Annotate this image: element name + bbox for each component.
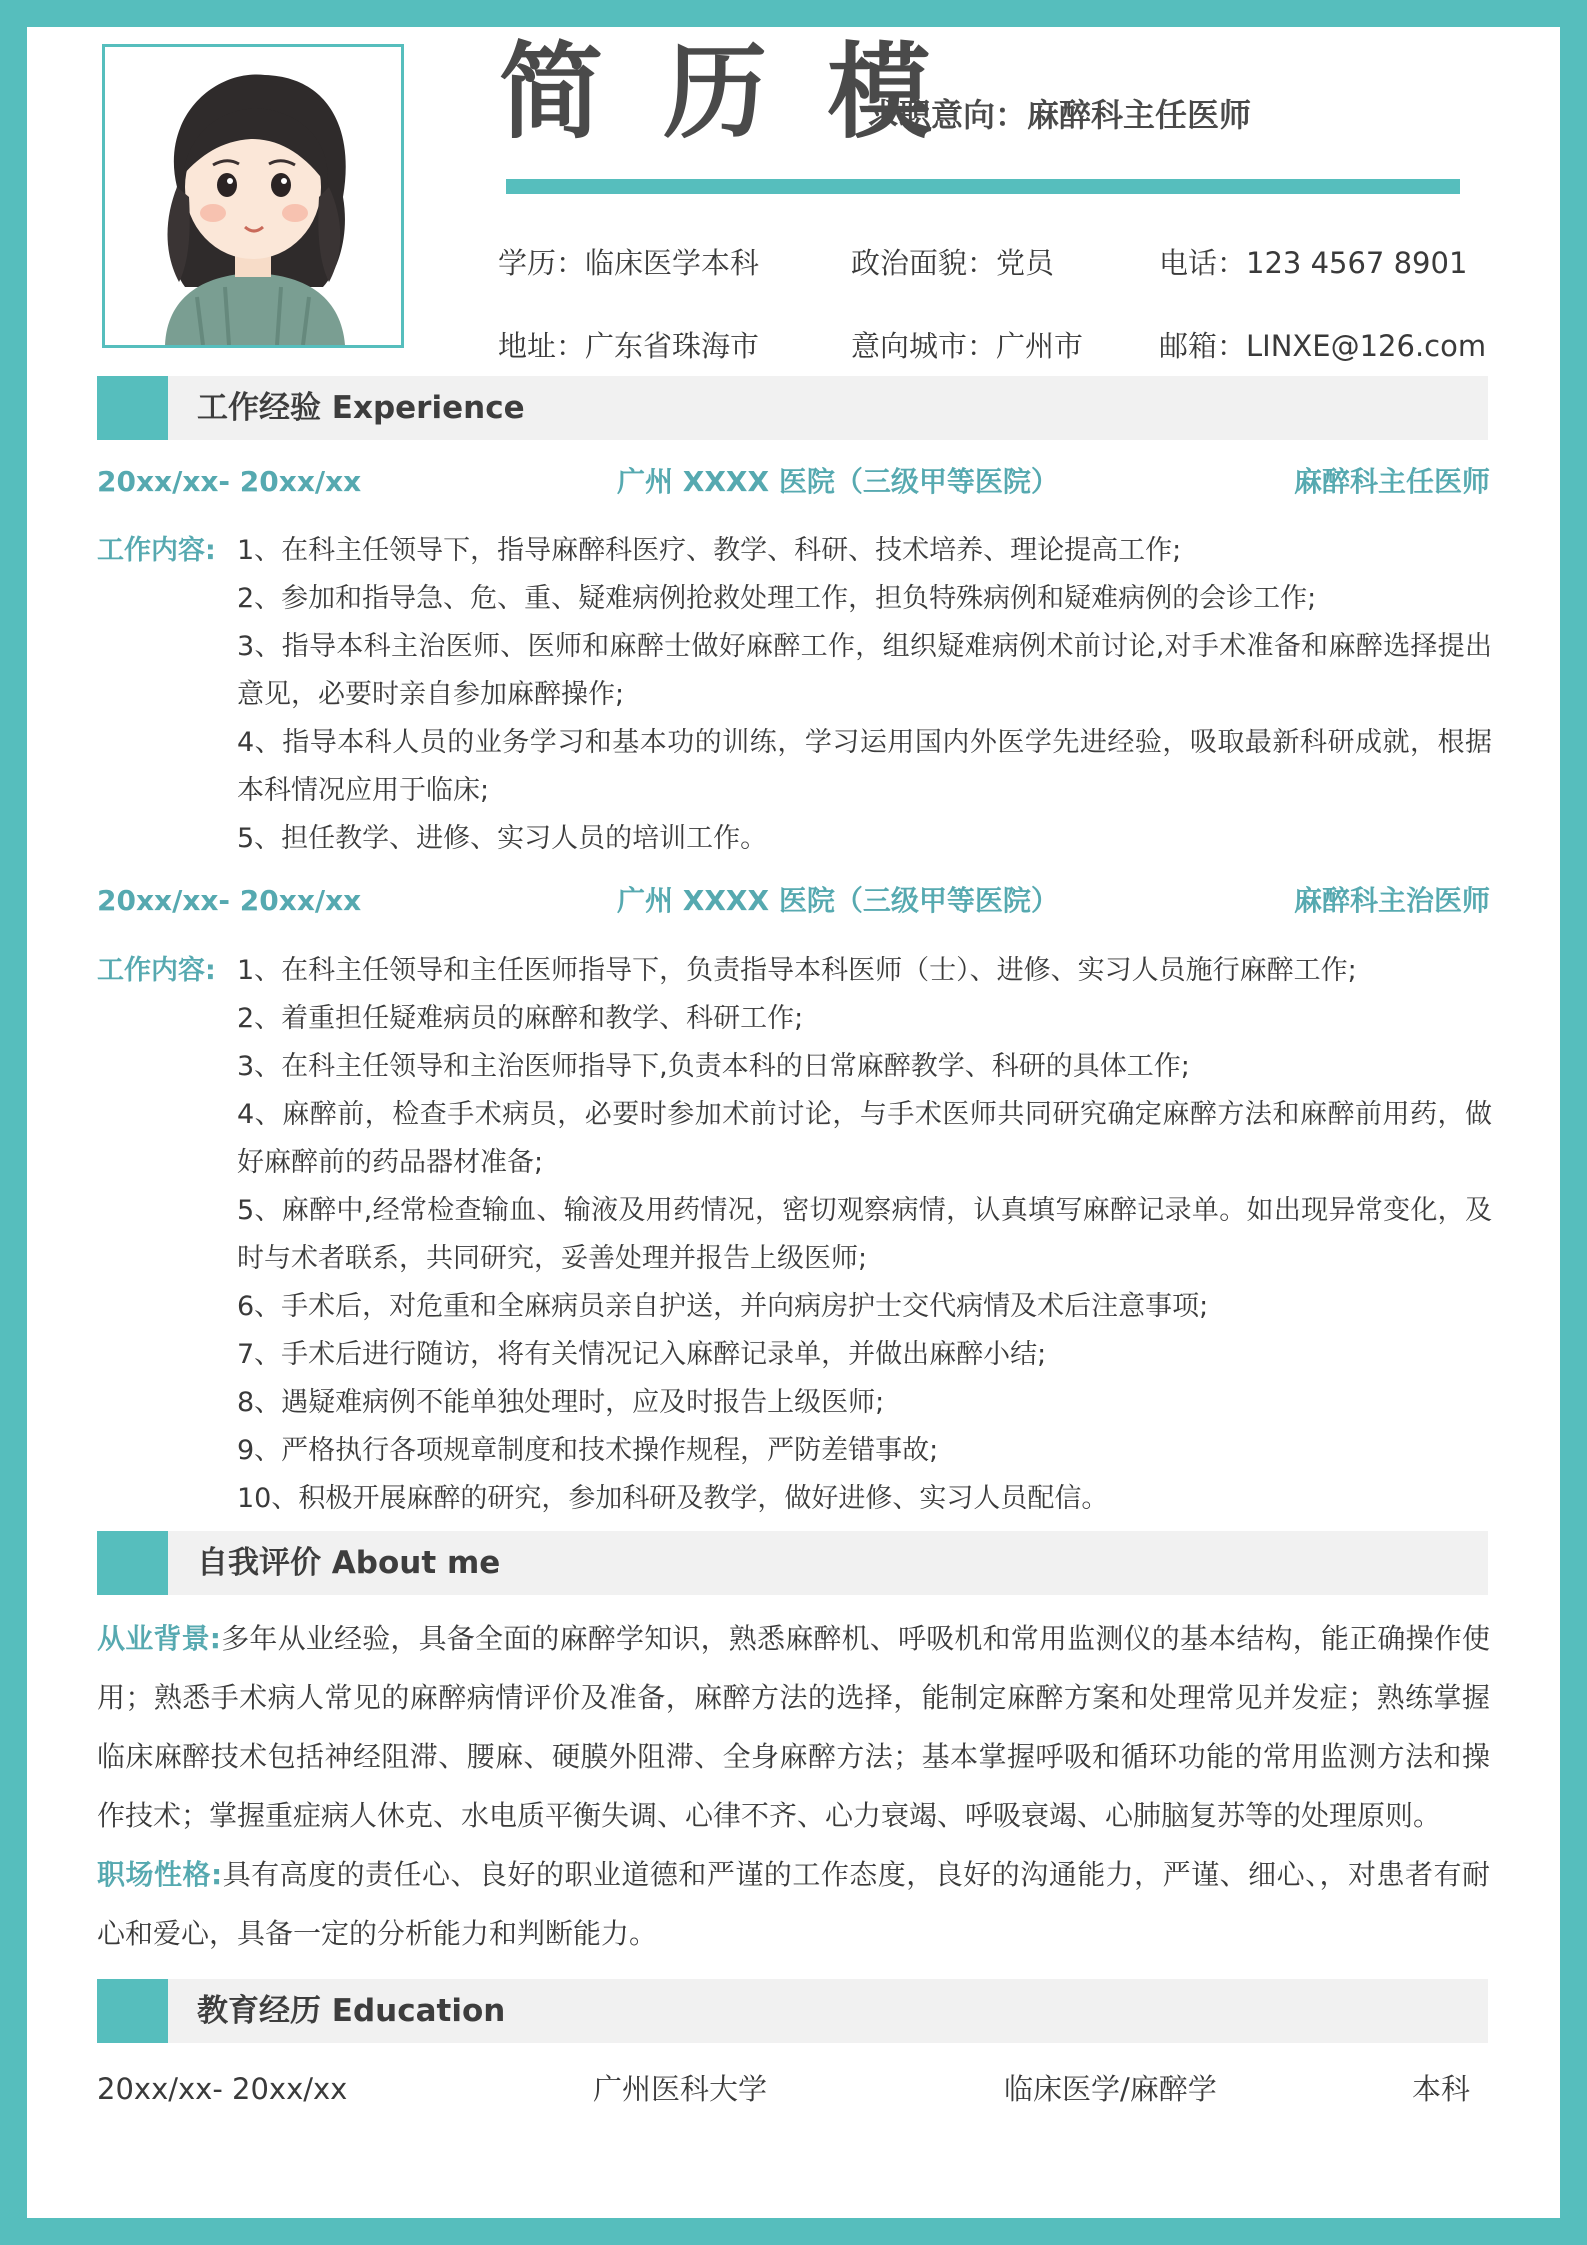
education-major: 临床医学/麻醉学 — [1004, 2072, 1217, 2106]
job-objective: 求职意向：麻醉科主任医师 — [867, 96, 1252, 134]
duty-item: 4、指导本科人员的业务学习和基本功的训练，学习运用国内外医学先进经验，吸取最新科研成就，根据本科情况应用于临床; — [237, 727, 1492, 806]
background-label: 从业背景: — [97, 1622, 221, 1655]
section-title: 教育经历 Education — [197, 1993, 506, 2029]
duty-list — [97, 527, 1492, 863]
info-target-city: 意向城市：广州市 — [851, 329, 1084, 363]
section-accent-block — [97, 1979, 168, 2043]
education-period: 20xx/xx- 20xx/xx — [97, 2072, 348, 2106]
duty-item: 1、在科主任领导下，指导麻醉科医疗、教学、科研、技术培养、理论提高工作; — [237, 535, 1182, 566]
section-header-education — [97, 1979, 1488, 2043]
duty-item: 8、遇疑难病例不能单独处理时，应及时报告上级医师; — [237, 1387, 885, 1418]
duty-item: 2、参加和指导急、危、重、疑难病例抢救处理工作，担负特殊病例和疑难病例的会诊工作; — [237, 583, 1317, 614]
duties-label: 工作内容: — [97, 955, 216, 986]
duty-item: 5、麻醉中,经常检查输血、输液及用药情况，密切观察病情，认真填写麻醉记录单。如出现异常变化，及时与术者联系，共同研究，妥善处理并报告上级医师; — [237, 1195, 1492, 1274]
duty-item: 9、严格执行各项规章制度和技术操作规程，严防差错事故; — [237, 1435, 939, 1466]
section-accent-block — [97, 1531, 168, 1595]
job-position: 麻醉科主治医师 — [1293, 884, 1490, 917]
job-period: 20xx/xx- 20xx/xx — [97, 465, 362, 498]
job-hospital: 广州 XXXX 医院（三级甲等医院） — [617, 465, 1059, 498]
avatar — [102, 44, 404, 348]
section-title: 工作经验 Experience — [197, 390, 525, 426]
info-phone: 电话：123 4567 8901 — [1159, 246, 1468, 280]
duties-label: 工作内容: — [97, 535, 216, 566]
info-email: 邮箱：LINXE@126.com — [1159, 329, 1487, 363]
job-duties — [97, 947, 1492, 1523]
section-header-experience — [97, 376, 1488, 440]
duty-item: 5、担任教学、进修、实习人员的培训工作。 — [237, 823, 768, 854]
duty-item: 7、手术后进行随访，将有关情况记入麻醉记录单，并做出麻醉小结; — [237, 1339, 1047, 1370]
background-text: 多年从业经验，具备全面的麻醉学知识，熟悉麻醉机、呼吸机和常用监测仪的基本结构，能正确操作使用；熟悉手术病人常见的麻醉病情评价及准备，麻醉方法的选择，能制定麻醉方案和处理常见并发症；熟练掌握临床麻醉技术包括神经阻滞、腰麻、硬膜外阻滞、全身麻醉方法；基本掌握呼吸和循环功能的常用监测方法和操作技术；掌握重症病人休克、水电质平衡失调、心律不齐、心力衰竭、呼吸衰竭、心肺脑复苏等的处理原则。 — [97, 1622, 1490, 1832]
duty-item: 2、着重担任疑难病员的麻醉和教学、科研工作; — [237, 1003, 804, 1034]
section-accent-block — [97, 376, 168, 440]
section-header-about — [97, 1531, 1488, 1595]
info-address: 地址：广东省珠海市 — [498, 329, 760, 363]
personality-label: 职场性格: — [97, 1858, 223, 1891]
duty-item: 3、在科主任领导和主治医师指导下,负责本科的日常麻醉教学、科研的具体工作; — [237, 1051, 1190, 1082]
duty-list — [97, 947, 1492, 1523]
cartoon-girl-avatar-icon — [105, 47, 401, 345]
personality-text: 具有高度的责任心、良好的职业道德和严谨的工作态度，良好的沟通能力，严谨、细心、，对患者有耐心和爱心，具备一定的分析能力和判断能力。 — [97, 1858, 1490, 1950]
duty-item: 10、积极开展麻醉的研究，参加科研及教学，做好进修、实习人员配信。 — [237, 1483, 1109, 1514]
job-header — [97, 462, 1490, 502]
duty-item: 3、指导本科主治医师、医师和麻醉士做好麻醉工作，组织疑难病例术前讨论,对手术准备和麻醉选择提出意见，必要时亲自参加麻醉操作; — [237, 631, 1492, 710]
education-school: 广州医科大学 — [593, 2072, 768, 2106]
about-background — [97, 1609, 1490, 1845]
duty-item: 1、在科主任领导和主任医师指导下，负责指导本科医师（士）、进修、实习人员施行麻醉工作; — [237, 955, 1357, 986]
section-title: 自我评价 About me — [197, 1545, 501, 1581]
job-header — [97, 881, 1490, 921]
job-position: 麻醉科主任医师 — [1293, 465, 1490, 498]
info-political-status: 政治面貌：党员 — [851, 246, 1055, 280]
about-personality — [97, 1845, 1490, 1963]
page-title: 简 历 模 — [499, 31, 944, 153]
info-education: 学历：临床医学本科 — [498, 246, 760, 280]
resume-page — [27, 27, 1560, 2218]
education-degree: 本科 — [1412, 2072, 1471, 2106]
job-period: 20xx/xx- 20xx/xx — [97, 884, 362, 917]
duty-item: 4、麻醉前，检查手术病员，必要时参加术前讨论，与手术医师共同研究确定麻醉方法和麻醉前用药，做好麻醉前的药品器材准备; — [237, 1099, 1492, 1178]
job-duties — [97, 527, 1492, 863]
title-underline — [506, 179, 1460, 194]
job-hospital: 广州 XXXX 医院（三级甲等医院） — [617, 884, 1059, 917]
duty-item: 6、手术后，对危重和全麻病员亲自护送，并向病房护士交代病情及术后注意事项; — [237, 1291, 1209, 1322]
